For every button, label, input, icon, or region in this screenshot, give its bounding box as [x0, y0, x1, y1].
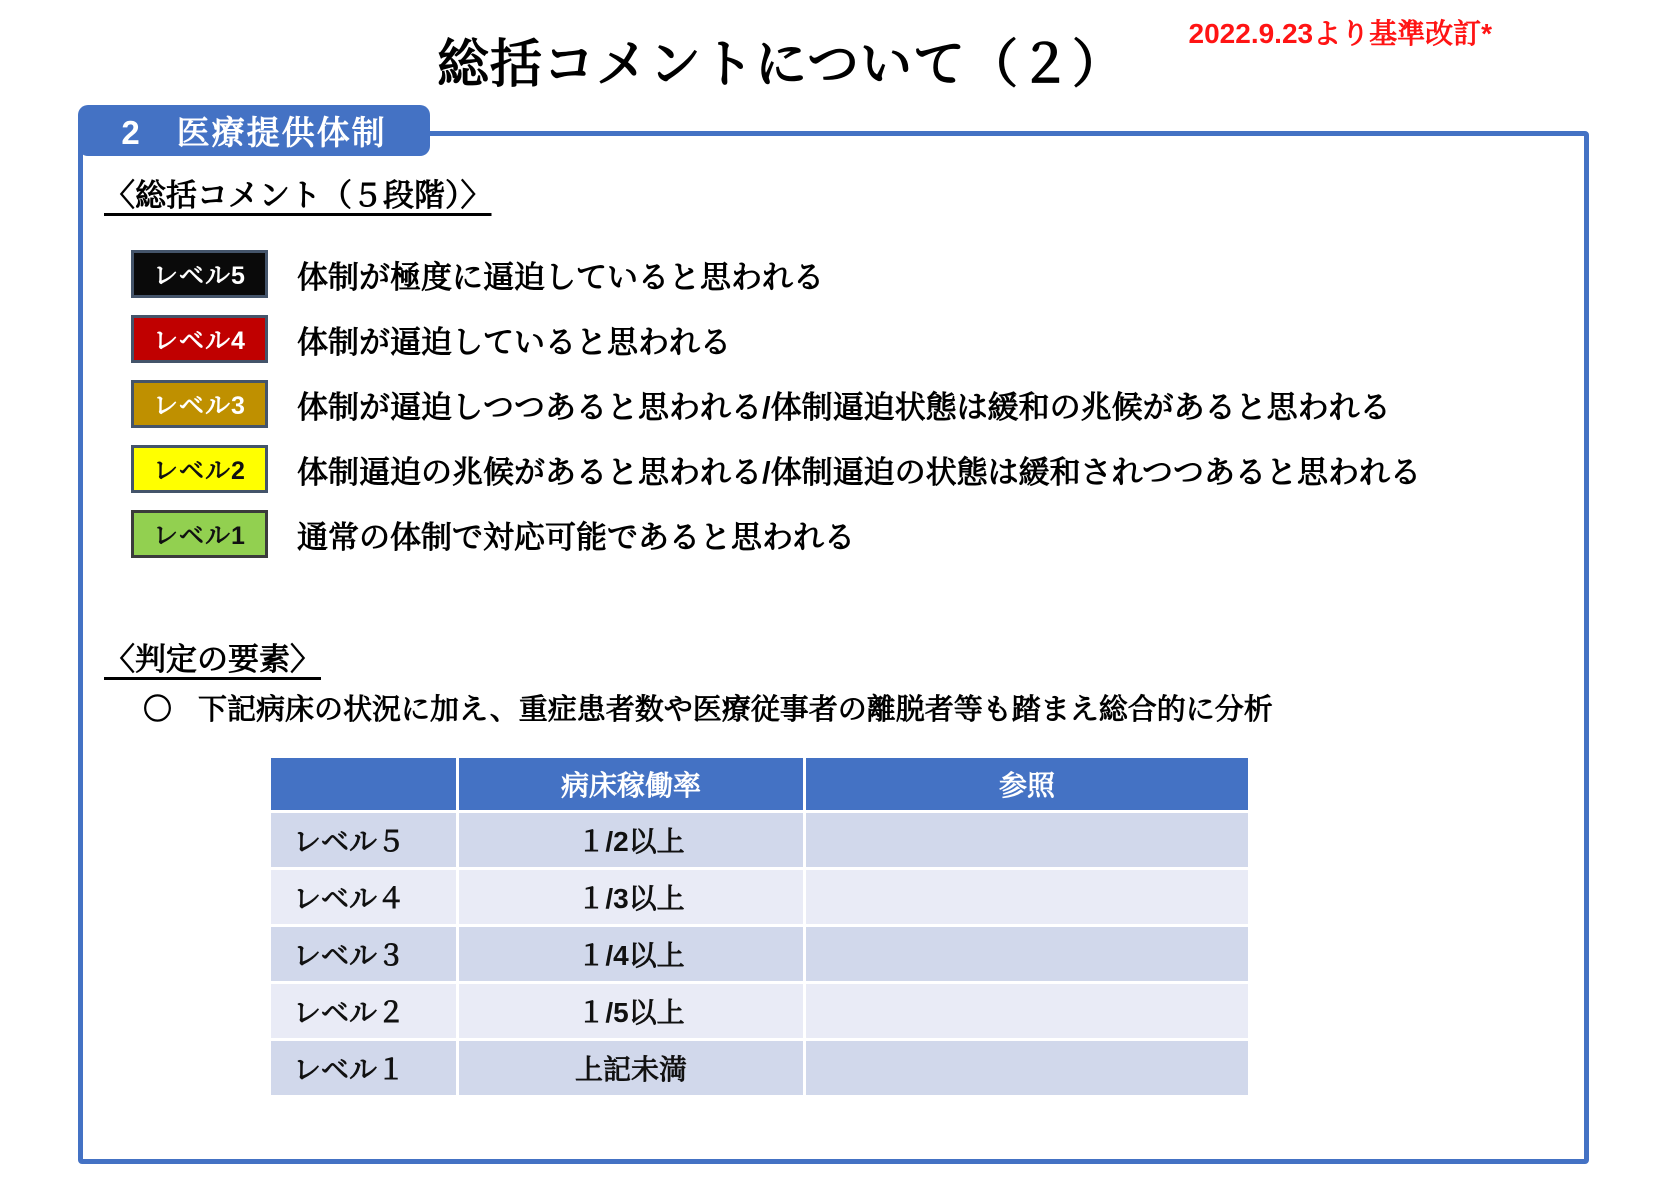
- cell-level: レベル５: [270, 812, 458, 869]
- table-row-level2: [270, 983, 1250, 1040]
- content-panel: [78, 131, 1589, 1164]
- table-row-level1: [270, 1040, 1250, 1097]
- summary-comment-heading: 〈総括コメント（５段階）〉: [104, 178, 492, 213]
- cell-level: レベル２: [270, 983, 458, 1040]
- level-1-badge: レベル1: [131, 510, 268, 558]
- header-cell-empty: [270, 757, 458, 812]
- cell-reference: [805, 869, 1250, 926]
- cell-reference: [805, 812, 1250, 869]
- level-row-5: [131, 250, 1421, 298]
- level-legend: [131, 250, 1421, 558]
- cell-reference: [805, 926, 1250, 983]
- section-badge: 2 医療提供体制: [78, 105, 430, 156]
- level-5-description: 体制が極度に逼迫していると思われる: [297, 259, 824, 295]
- cell-rate: １/5以上: [458, 983, 805, 1040]
- level-4-badge: レベル4: [131, 315, 268, 363]
- cell-rate: １/2以上: [458, 812, 805, 869]
- table-row-level3: [270, 926, 1250, 983]
- cell-level: レベル１: [270, 1040, 458, 1097]
- table-row-level4: [270, 869, 1250, 926]
- criteria-bullet: [143, 687, 1273, 728]
- cell-rate: １/3以上: [458, 869, 805, 926]
- cell-level: レベル３: [270, 926, 458, 983]
- cell-rate: １/4以上: [458, 926, 805, 983]
- criteria-bullet-text: 下記病床の状況に加え、重症患者数や医療従事者の離脱者等も踏まえ総合的に分析: [198, 694, 1273, 726]
- level-row-1: [131, 510, 1421, 558]
- level-2-description: 体制逼迫の兆候があると思われる/体制逼迫の状態は緩和されつつあると思われる: [297, 454, 1421, 490]
- level-3-badge: レベル3: [131, 380, 268, 428]
- page-title: 総括コメントについて（２）: [437, 36, 1125, 94]
- header-cell-reference: 参照: [805, 757, 1250, 812]
- cell-level: レベル４: [270, 869, 458, 926]
- level-row-2: [131, 445, 1421, 493]
- criteria-table: [268, 755, 1251, 1098]
- table-header-row: [270, 757, 1250, 812]
- revision-note: 2022.9.23より基準改訂*: [1188, 18, 1492, 49]
- bullet-circle-marker: 〇: [143, 694, 173, 726]
- level-5-badge: レベル5: [131, 250, 268, 298]
- header-cell-occupancy: 病床稼働率: [458, 757, 805, 812]
- cell-reference: [805, 1040, 1250, 1097]
- cell-reference: [805, 983, 1250, 1040]
- criteria-heading: 〈判定の要素〉: [104, 642, 321, 677]
- cell-rate: 上記未満: [458, 1040, 805, 1097]
- level-3-description: 体制が逼迫しつつあると思われる/体制逼迫状態は緩和の兆候があると思われる: [297, 389, 1391, 425]
- level-2-badge: レベル2: [131, 445, 268, 493]
- level-1-description: 通常の体制で対応可能であると思われる: [297, 519, 855, 555]
- level-row-4: [131, 315, 1421, 363]
- table-row-level5: [270, 812, 1250, 869]
- level-4-description: 体制が逼迫していると思われる: [297, 324, 731, 360]
- level-row-3: [131, 380, 1421, 428]
